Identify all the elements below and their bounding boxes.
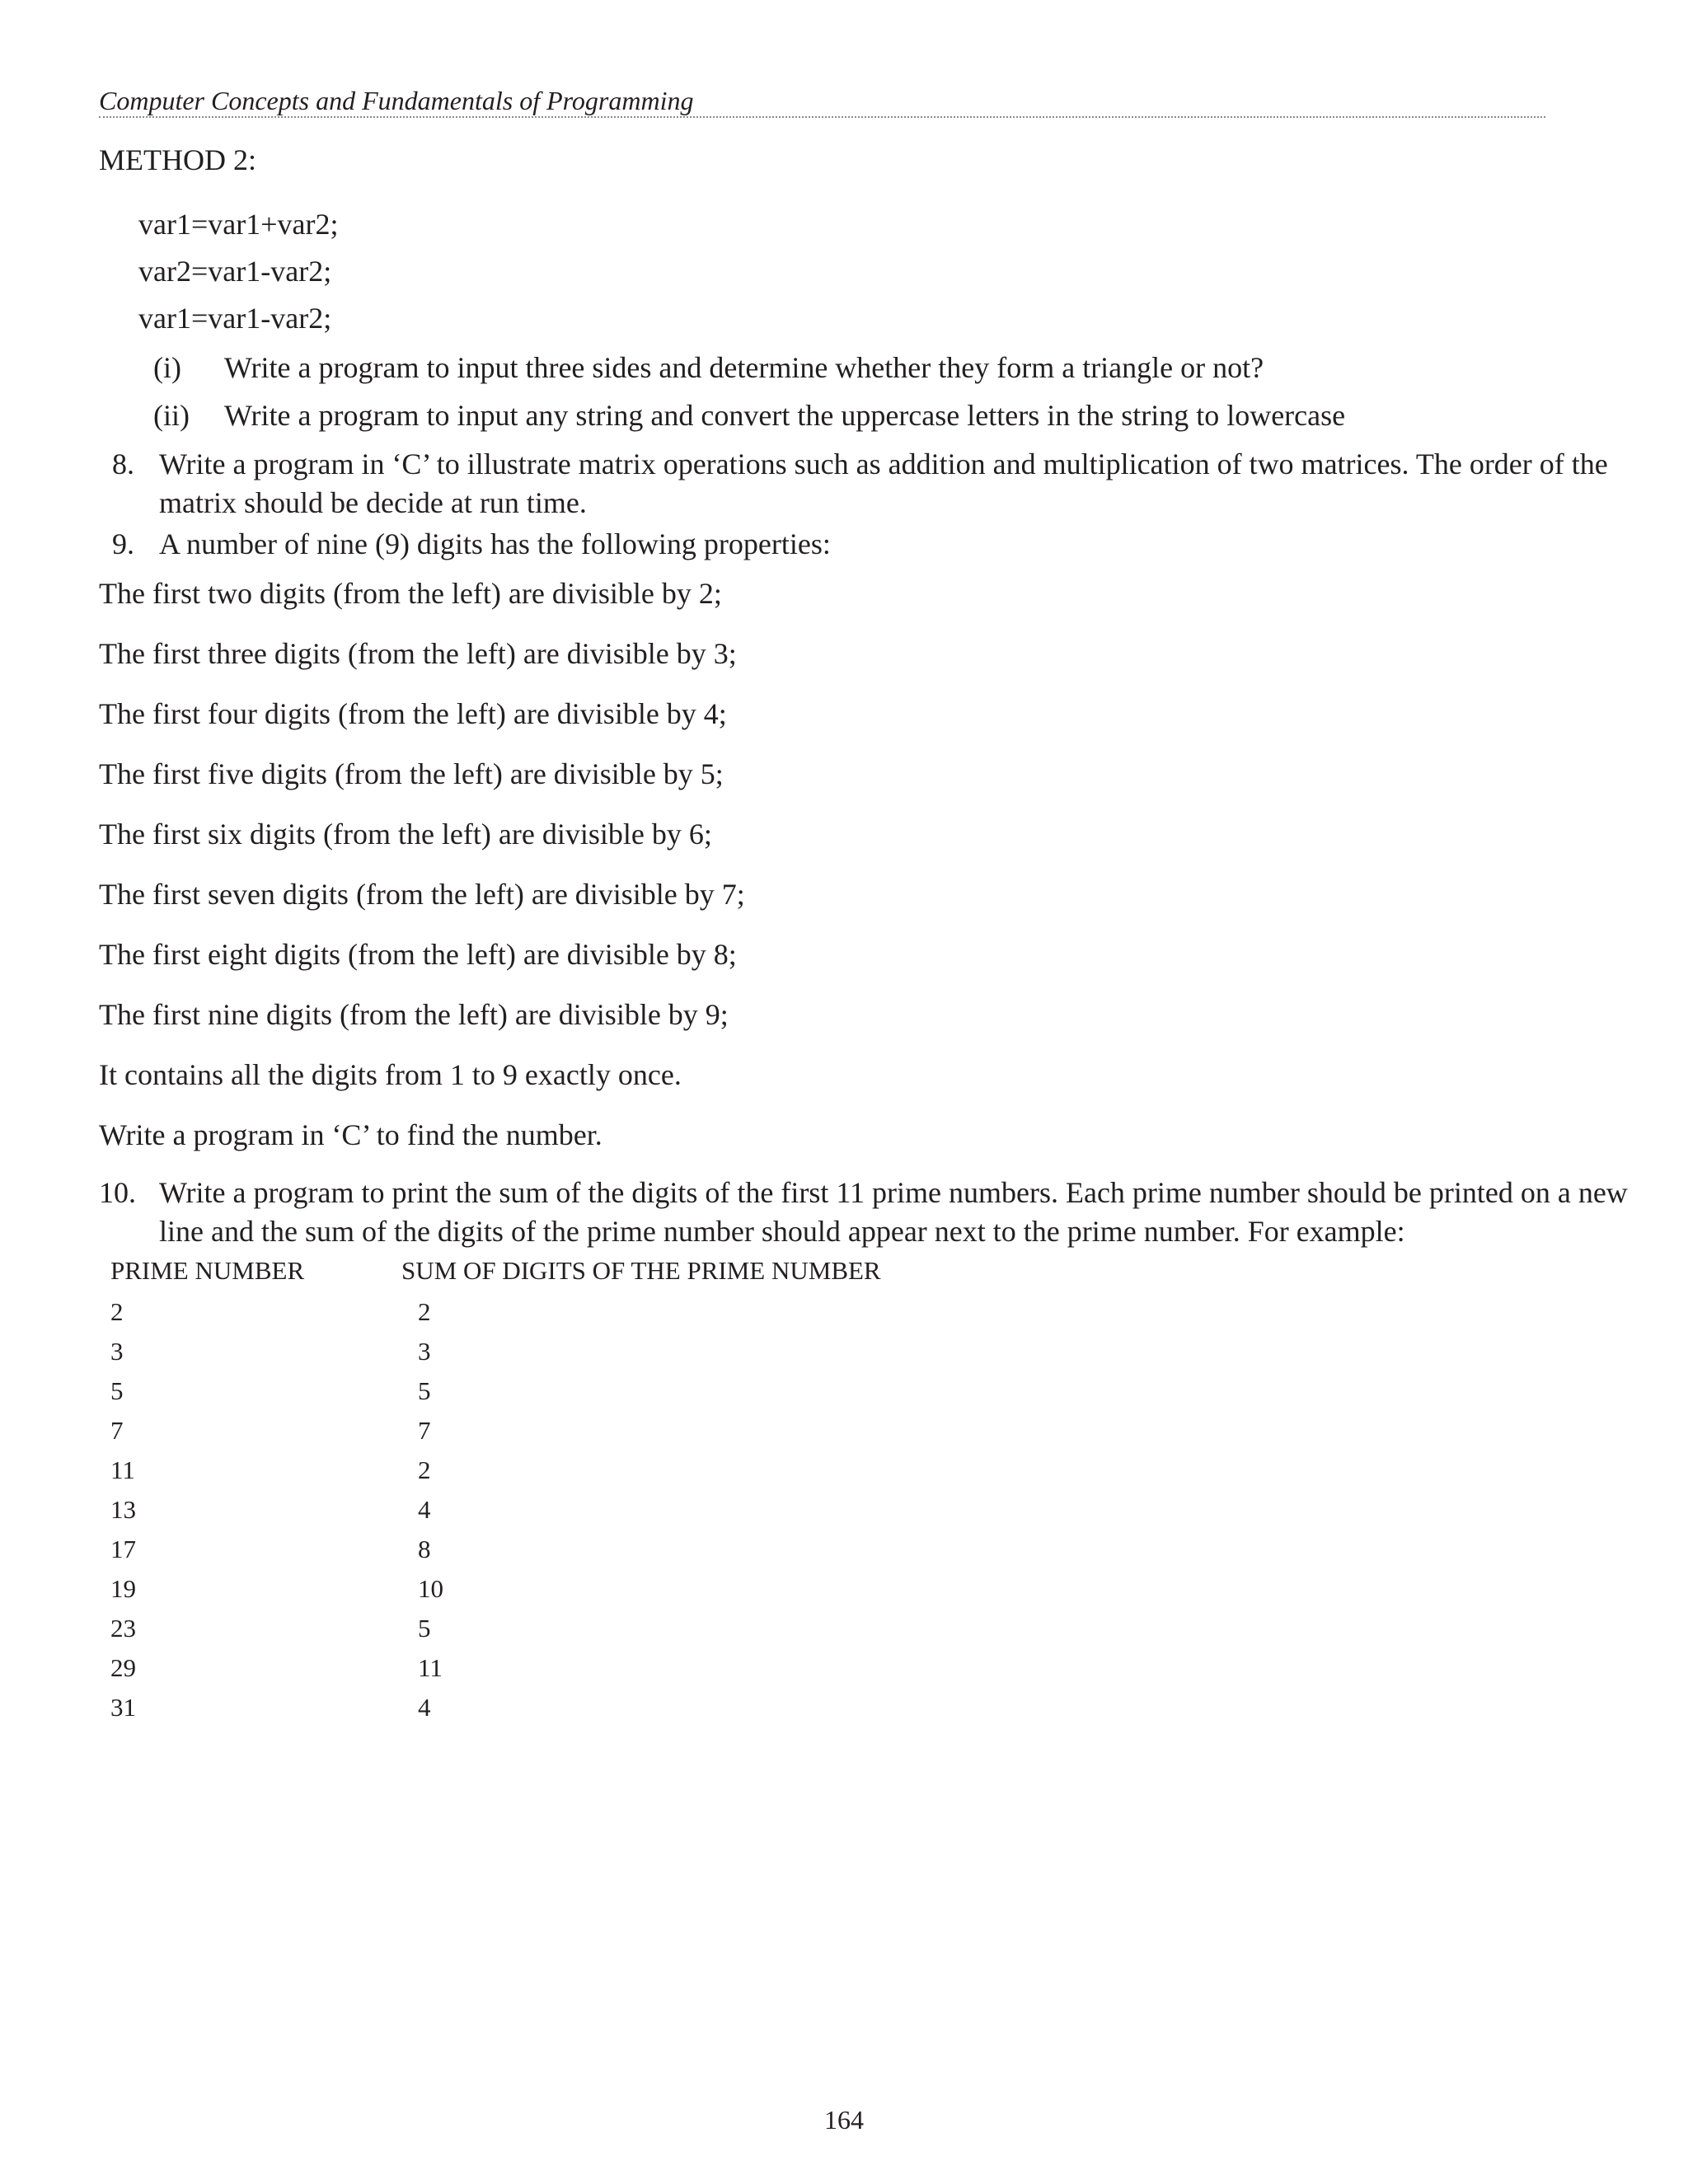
table-cell-prime: 11: [110, 1455, 135, 1484]
question-text: Write a program to print the sum of the digits of the first 11 prime numbers. Each prime number should be printed on a new: [159, 1176, 1628, 1209]
table-cell-prime: 23: [110, 1614, 136, 1643]
code-line: var1=var1-var2;: [138, 302, 332, 335]
table-cell-sum: 4: [418, 1693, 431, 1722]
table-header: SUM OF DIGITS OF THE PRIME NUMBER: [401, 1256, 881, 1285]
property-line: The first nine digits (from the left) are divisible by 9;: [99, 998, 729, 1031]
question-text: line and the sum of the digits of the prime number should appear next to the prime number. For example:: [159, 1215, 1405, 1248]
table-cell-prime: 3: [110, 1337, 124, 1366]
table-cell-prime: 5: [110, 1376, 124, 1405]
header-rule: [99, 116, 1545, 118]
property-line: The first two digits (from the left) are divisible by 2;: [99, 577, 722, 610]
table-cell-prime: 19: [110, 1574, 136, 1603]
property-line: The first four digits (from the left) are divisible by 4;: [99, 697, 727, 730]
table-header: PRIME NUMBER: [110, 1256, 305, 1285]
sub-question-label: (i): [153, 351, 181, 384]
code-line: var1=var1+var2;: [138, 208, 339, 241]
question-text: A number of nine (9) digits has the following properties:: [159, 527, 831, 560]
sub-question-text: Write a program to input any string and convert the uppercase letters in the string to lowercase: [224, 399, 1346, 432]
table-cell-sum: 5: [418, 1614, 431, 1643]
table-cell-prime: 29: [110, 1653, 136, 1682]
table-cell-sum: 7: [418, 1416, 431, 1445]
table-cell-sum: 11: [418, 1653, 443, 1682]
table-cell-sum: 2: [418, 1297, 431, 1326]
method-heading: METHOD 2:: [99, 143, 256, 176]
table-cell-sum: 5: [418, 1376, 431, 1405]
table-cell-sum: 3: [418, 1337, 431, 1366]
running-header: Computer Concepts and Fundamentals of Programming: [99, 86, 694, 115]
sub-question-text: Write a program to input three sides and determine whether they form a triangle or not?: [224, 351, 1264, 384]
code-line: var2=var1-var2;: [138, 255, 332, 288]
table-cell-prime: 13: [110, 1495, 136, 1524]
table-cell-sum: 8: [418, 1535, 431, 1563]
table-cell-sum: 4: [418, 1495, 431, 1524]
question-text: Write a program in ‘C’ to illustrate matrix operations such as addition and multiplication of two matrices. The order of the: [159, 448, 1608, 480]
property-line: Write a program in ‘C’ to find the number.: [99, 1118, 603, 1151]
table-cell-prime: 2: [110, 1297, 124, 1326]
property-line: The first seven digits (from the left) are divisible by 7;: [99, 878, 745, 911]
page-number: 164: [824, 2105, 864, 2135]
table-cell-sum: 2: [418, 1455, 431, 1484]
sub-question-label: (ii): [153, 399, 190, 432]
table-cell-sum: 10: [418, 1574, 443, 1603]
question-text: matrix should be decide at run time.: [159, 486, 587, 519]
table-cell-prime: 31: [110, 1693, 136, 1722]
question-number: 9.: [112, 527, 134, 560]
question-number: 10.: [99, 1176, 136, 1209]
table-cell-prime: 17: [110, 1535, 136, 1563]
property-line: The first eight digits (from the left) are divisible by 8;: [99, 938, 737, 971]
property-line: The first three digits (from the left) are divisible by 3;: [99, 637, 737, 670]
property-line: It contains all the digits from 1 to 9 exactly once.: [99, 1058, 682, 1091]
question-number: 8.: [112, 448, 134, 480]
property-line: The first six digits (from the left) are divisible by 6;: [99, 818, 712, 851]
property-line: The first five digits (from the left) are divisible by 5;: [99, 757, 724, 790]
table-cell-prime: 7: [110, 1416, 124, 1445]
